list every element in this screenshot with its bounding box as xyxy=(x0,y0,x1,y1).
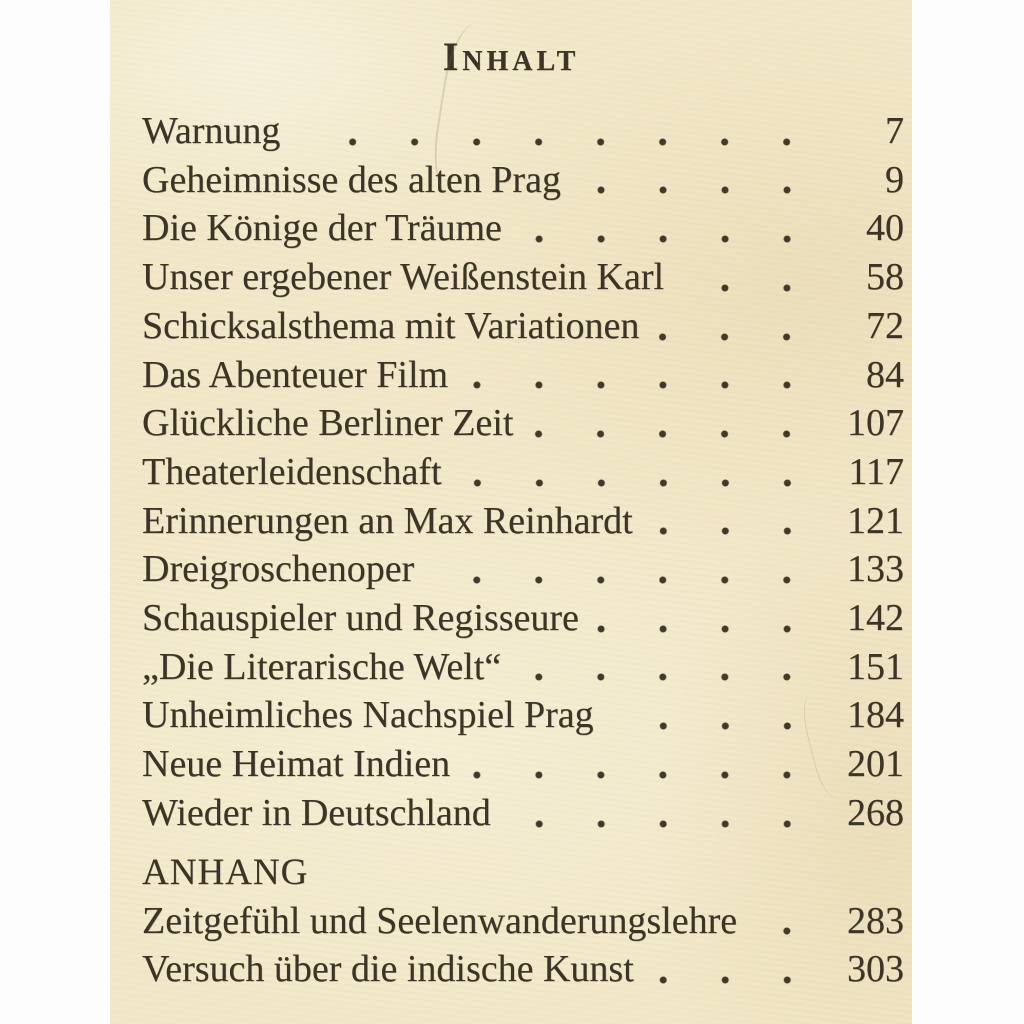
toc-entry-row xyxy=(142,204,904,253)
entry-title: Glückliche Berliner Zeit xyxy=(142,402,514,445)
dot-leader xyxy=(518,204,824,253)
appendix-table-of-contents xyxy=(142,897,904,994)
toc-entry-row xyxy=(142,789,904,838)
entry-title: Warnung xyxy=(142,110,281,152)
entry-title: Unheimliches Nachspiel Prag xyxy=(142,694,594,737)
dot-leader xyxy=(680,253,824,302)
toc-entry-row xyxy=(142,897,904,946)
toc-entry-row xyxy=(142,302,904,351)
entry-page-number: 117 xyxy=(848,450,904,493)
dot-leader xyxy=(610,691,824,740)
entry-title: „Die Literarische Welt“ xyxy=(142,645,502,688)
toc-entry-row xyxy=(142,740,904,789)
toc-entry-row xyxy=(142,643,904,692)
dot-leader xyxy=(430,545,824,594)
dot-leader xyxy=(649,497,824,546)
dot-leader xyxy=(507,789,824,838)
entry-page-number: 184 xyxy=(847,694,904,737)
dot-leader xyxy=(464,351,824,400)
entry-page-number: 9 xyxy=(885,158,904,201)
toc-entry-row xyxy=(142,448,904,497)
table-of-contents xyxy=(142,107,904,838)
toc-entry-row xyxy=(142,107,904,156)
dot-leader xyxy=(655,302,824,351)
entry-page-number: 268 xyxy=(847,791,904,834)
dot-leader xyxy=(650,945,824,994)
entry-title: Die Könige der Träume xyxy=(142,207,502,250)
entry-title: Zeitgefühl und Seelenwanderungslehre xyxy=(142,899,738,942)
entry-page-number: 84 xyxy=(866,353,904,396)
entry-page-number: 72 xyxy=(866,304,904,347)
entry-title: Dreigroschenoper xyxy=(142,548,415,591)
entry-title: Geheimnisse des alten Prag xyxy=(142,158,561,201)
dot-leader xyxy=(517,643,824,692)
toc-entry-row xyxy=(142,945,904,994)
entry-page-number: 58 xyxy=(866,256,904,299)
toc-entry-row xyxy=(142,253,904,302)
dot-leader xyxy=(458,448,824,497)
entry-title: Neue Heimat Indien xyxy=(142,743,451,786)
toc-entry-row xyxy=(142,351,904,400)
toc-entry-row xyxy=(142,497,904,546)
entry-page-number: 303 xyxy=(847,948,904,991)
page-title: Inhalt xyxy=(442,34,580,79)
entry-title: Unser ergebener Weißenstein Karl xyxy=(142,256,665,299)
entry-title: Erinnerungen an Max Reinhardt xyxy=(142,499,633,542)
dot-leader xyxy=(466,740,824,789)
toc-entry-row xyxy=(142,156,904,205)
toc-entry-row xyxy=(142,594,904,643)
entry-page-number: 107 xyxy=(847,402,904,445)
entry-page-number: 40 xyxy=(866,207,904,250)
dot-leader xyxy=(595,594,824,643)
entry-page-number: 142 xyxy=(847,597,904,640)
entry-title: Wieder in Deutschland xyxy=(142,791,491,834)
entry-page-number: 121 xyxy=(847,499,904,542)
entry-page-number: 7 xyxy=(885,110,904,152)
entry-title: Schauspieler und Regisseure xyxy=(142,597,579,640)
toc-entry-row xyxy=(142,399,904,448)
entry-title: Versuch über die indische Kunst xyxy=(142,948,634,991)
dot-leader xyxy=(529,399,824,448)
toc-entry-row xyxy=(142,545,904,594)
entry-page-number: 133 xyxy=(847,548,904,591)
dot-leader xyxy=(577,156,824,205)
entry-title: Das Abenteuer Film xyxy=(142,353,449,396)
appendix-section-header: ANHANG xyxy=(142,851,309,893)
entry-title: Schicksalsthema mit Variationen xyxy=(142,304,640,347)
entry-page-number: 151 xyxy=(847,645,904,688)
dot-leader xyxy=(296,107,824,156)
entry-title: Theaterleidenschaft xyxy=(142,450,442,493)
toc-entry-row xyxy=(142,691,904,740)
dot-leader xyxy=(753,897,824,946)
entry-page-number: 283 xyxy=(847,899,904,942)
book-page xyxy=(110,0,912,1024)
entry-page-number: 201 xyxy=(847,743,904,786)
